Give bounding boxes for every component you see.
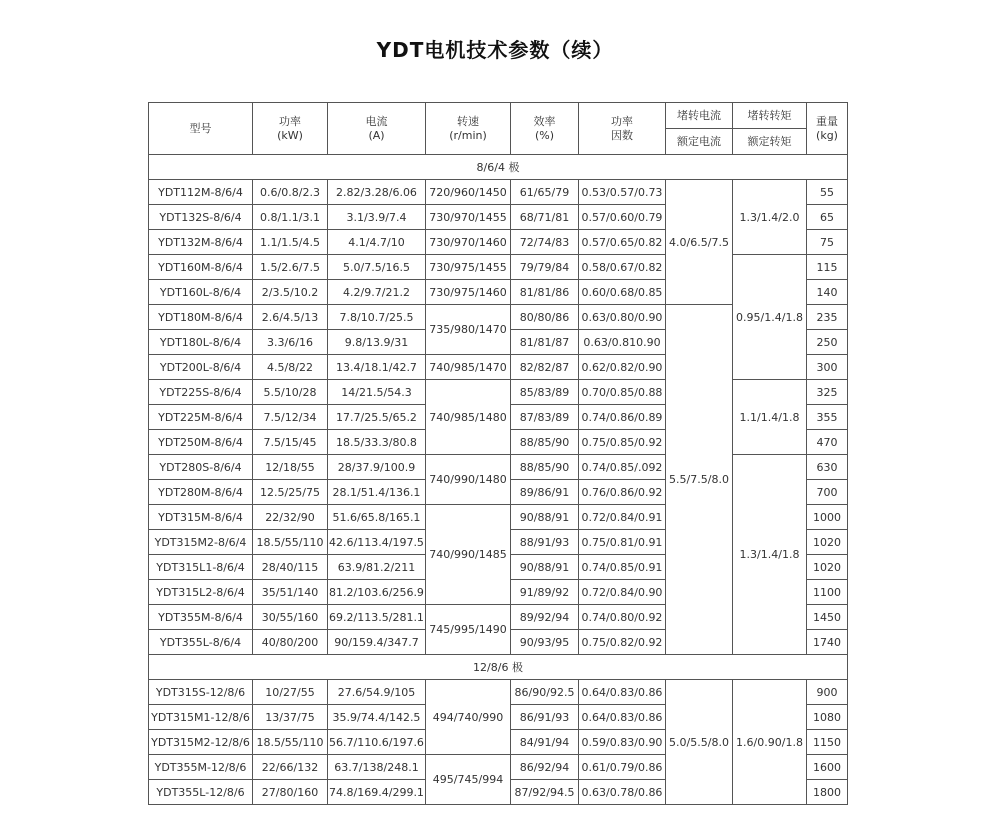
efficiency-cell: 68/71/81 — [511, 205, 579, 230]
header-current: 电流 (A) — [328, 103, 426, 155]
power-cell: 1.1/1.5/4.5 — [253, 230, 328, 255]
power-cell: 10/27/55 — [253, 680, 328, 705]
weight-cell: 250 — [807, 330, 848, 355]
speed-cell: 720/960/1450 — [426, 180, 511, 205]
header-locked-torque: 堵转转矩 — [733, 103, 807, 129]
weight-cell: 700 — [807, 480, 848, 505]
power-factor-cell: 0.72/0.84/0.90 — [579, 580, 666, 605]
speed-cell: 730/970/1460 — [426, 230, 511, 255]
current-cell: 51.6/65.8/165.1 — [328, 505, 426, 530]
speed-cell: 740/990/1480 — [426, 455, 511, 505]
current-cell: 13.4/18.1/42.7 — [328, 355, 426, 380]
power-factor-cell: 0.75/0.81/0.91 — [579, 530, 666, 555]
header-rated-torque: 额定转矩 — [733, 129, 807, 155]
locked-torque-ratio-cell: 1.1/1.4/1.8 — [733, 380, 807, 455]
weight-cell: 1000 — [807, 505, 848, 530]
power-factor-cell: 0.63/0.78/0.86 — [579, 780, 666, 805]
header-power: 功率 (kW) — [253, 103, 328, 155]
power-cell: 22/32/90 — [253, 505, 328, 530]
current-cell: 74.8/169.4/299.1 — [328, 780, 426, 805]
table-row — [149, 455, 848, 480]
power-cell: 13/37/75 — [253, 705, 328, 730]
model-cell: YDT315M1-12/8/6 — [149, 705, 253, 730]
header-efficiency: 效率 (%) — [511, 103, 579, 155]
efficiency-cell: 84/91/94 — [511, 730, 579, 755]
power-factor-cell: 0.60/0.68/0.85 — [579, 280, 666, 305]
section-label: 8/6/4 极 — [149, 155, 848, 180]
efficiency-cell: 79/79/84 — [511, 255, 579, 280]
power-cell: 12.5/25/75 — [253, 480, 328, 505]
power-cell: 2.6/4.5/13 — [253, 305, 328, 330]
speed-cell: 730/970/1455 — [426, 205, 511, 230]
header-locked-current: 堵转电流 — [666, 103, 733, 129]
current-cell: 69.2/113.5/281.1 — [328, 605, 426, 630]
weight-cell: 1740 — [807, 630, 848, 655]
weight-cell: 140 — [807, 280, 848, 305]
header-model: 型号 — [149, 103, 253, 155]
speed-cell: 740/990/1485 — [426, 505, 511, 605]
weight-cell: 1600 — [807, 755, 848, 780]
weight-cell: 1020 — [807, 530, 848, 555]
power-cell: 0.6/0.8/2.3 — [253, 180, 328, 205]
power-factor-cell: 0.74/0.85/0.91 — [579, 555, 666, 580]
speed-cell: 735/980/1470 — [426, 305, 511, 355]
model-cell: YDT225S-8/6/4 — [149, 380, 253, 405]
locked-torque-ratio-cell: 1.3/1.4/2.0 — [733, 180, 807, 255]
current-cell: 18.5/33.3/80.8 — [328, 430, 426, 455]
model-cell: YDT180M-8/6/4 — [149, 305, 253, 330]
power-factor-cell: 0.64/0.83/0.86 — [579, 680, 666, 705]
efficiency-cell: 86/90/92.5 — [511, 680, 579, 705]
current-cell: 56.7/110.6/197.6 — [328, 730, 426, 755]
power-cell: 5.5/10/28 — [253, 380, 328, 405]
efficiency-cell: 89/92/94 — [511, 605, 579, 630]
weight-cell: 1800 — [807, 780, 848, 805]
model-cell: YDT315M2-12/8/6 — [149, 730, 253, 755]
header-power-factor: 功率 因数 — [579, 103, 666, 155]
efficiency-cell: 91/89/92 — [511, 580, 579, 605]
efficiency-cell: 82/82/87 — [511, 355, 579, 380]
power-cell: 18.5/55/110 — [253, 730, 328, 755]
power-factor-cell: 0.57/0.60/0.79 — [579, 205, 666, 230]
current-cell: 4.2/9.7/21.2 — [328, 280, 426, 305]
current-cell: 5.0/7.5/16.5 — [328, 255, 426, 280]
table-row — [149, 180, 848, 205]
power-factor-cell: 0.70/0.85/0.88 — [579, 380, 666, 405]
page-title: YDT电机技术参数（续） — [376, 38, 614, 62]
table-row — [149, 680, 848, 705]
power-factor-cell: 0.57/0.65/0.82 — [579, 230, 666, 255]
current-cell: 7.8/10.7/25.5 — [328, 305, 426, 330]
power-cell: 27/80/160 — [253, 780, 328, 805]
weight-cell: 1100 — [807, 580, 848, 605]
efficiency-cell: 81/81/86 — [511, 280, 579, 305]
efficiency-cell: 88/91/93 — [511, 530, 579, 555]
power-factor-cell: 0.53/0.57/0.73 — [579, 180, 666, 205]
power-factor-cell: 0.75/0.82/0.92 — [579, 630, 666, 655]
weight-cell: 630 — [807, 455, 848, 480]
efficiency-cell: 90/88/91 — [511, 505, 579, 530]
current-cell: 63.7/138/248.1 — [328, 755, 426, 780]
weight-cell: 355 — [807, 405, 848, 430]
current-cell: 9.8/13.9/31 — [328, 330, 426, 355]
current-cell: 90/159.4/347.7 — [328, 630, 426, 655]
model-cell: YDT280M-8/6/4 — [149, 480, 253, 505]
weight-cell: 470 — [807, 430, 848, 455]
weight-cell: 1150 — [807, 730, 848, 755]
section-label: 12/8/6 极 — [149, 655, 848, 680]
weight-cell: 75 — [807, 230, 848, 255]
weight-cell: 1080 — [807, 705, 848, 730]
power-cell: 3.3/6/16 — [253, 330, 328, 355]
model-cell: YDT112M-8/6/4 — [149, 180, 253, 205]
section-row — [149, 655, 848, 680]
power-cell: 28/40/115 — [253, 555, 328, 580]
power-cell: 12/18/55 — [253, 455, 328, 480]
speed-cell: 740/985/1480 — [426, 380, 511, 455]
efficiency-cell: 85/83/89 — [511, 380, 579, 405]
power-cell: 35/51/140 — [253, 580, 328, 605]
efficiency-cell: 86/91/93 — [511, 705, 579, 730]
power-factor-cell: 0.63/0.810.90 — [579, 330, 666, 355]
current-cell: 35.9/74.4/142.5 — [328, 705, 426, 730]
header-rated-current: 额定电流 — [666, 129, 733, 155]
efficiency-cell: 87/83/89 — [511, 405, 579, 430]
speed-cell: 730/975/1455 — [426, 255, 511, 280]
model-cell: YDT280S-8/6/4 — [149, 455, 253, 480]
power-cell: 4.5/8/22 — [253, 355, 328, 380]
motor-parameters-table — [148, 102, 848, 805]
current-cell: 17.7/25.5/65.2 — [328, 405, 426, 430]
power-factor-cell: 0.58/0.67/0.82 — [579, 255, 666, 280]
power-cell: 7.5/12/34 — [253, 405, 328, 430]
power-factor-cell: 0.72/0.84/0.91 — [579, 505, 666, 530]
model-cell: YDT200L-8/6/4 — [149, 355, 253, 380]
locked-torque-ratio-cell: 1.3/1.4/1.8 — [733, 455, 807, 655]
speed-cell: 730/975/1460 — [426, 280, 511, 305]
locked-torque-ratio-cell: 1.6/0.90/1.8 — [733, 680, 807, 805]
efficiency-cell: 72/74/83 — [511, 230, 579, 255]
efficiency-cell: 87/92/94.5 — [511, 780, 579, 805]
model-cell: YDT250M-8/6/4 — [149, 430, 253, 455]
efficiency-cell: 81/81/87 — [511, 330, 579, 355]
locked-current-ratio-cell: 5.5/7.5/8.0 — [666, 305, 733, 655]
current-cell: 28/37.9/100.9 — [328, 455, 426, 480]
model-cell: YDT315L1-8/6/4 — [149, 555, 253, 580]
weight-cell: 325 — [807, 380, 848, 405]
current-cell: 28.1/51.4/136.1 — [328, 480, 426, 505]
table-body — [149, 155, 848, 805]
model-cell: YDT160M-8/6/4 — [149, 255, 253, 280]
weight-cell: 55 — [807, 180, 848, 205]
weight-cell: 235 — [807, 305, 848, 330]
table-row — [149, 380, 848, 405]
power-cell: 7.5/15/45 — [253, 430, 328, 455]
power-cell: 1.5/2.6/7.5 — [253, 255, 328, 280]
header-weight: 重量 (kg) — [807, 103, 848, 155]
current-cell: 14/21.5/54.3 — [328, 380, 426, 405]
weight-cell: 65 — [807, 205, 848, 230]
weight-cell: 115 — [807, 255, 848, 280]
power-cell: 40/80/200 — [253, 630, 328, 655]
model-cell: YDT355L-12/8/6 — [149, 780, 253, 805]
power-factor-cell: 0.74/0.80/0.92 — [579, 605, 666, 630]
model-cell: YDT315S-12/8/6 — [149, 680, 253, 705]
section-row — [149, 155, 848, 180]
weight-cell: 300 — [807, 355, 848, 380]
current-cell: 3.1/3.9/7.4 — [328, 205, 426, 230]
power-cell: 18.5/55/110 — [253, 530, 328, 555]
header-speed: 转速 (r/min) — [426, 103, 511, 155]
power-cell: 2/3.5/10.2 — [253, 280, 328, 305]
locked-current-ratio-cell: 5.0/5.5/8.0 — [666, 680, 733, 805]
current-cell: 27.6/54.9/105 — [328, 680, 426, 705]
weight-cell: 1450 — [807, 605, 848, 630]
power-factor-cell: 0.76/0.86/0.92 — [579, 480, 666, 505]
model-cell: YDT355M-8/6/4 — [149, 605, 253, 630]
efficiency-cell: 80/80/86 — [511, 305, 579, 330]
efficiency-cell: 61/65/79 — [511, 180, 579, 205]
model-cell: YDT180L-8/6/4 — [149, 330, 253, 355]
power-cell: 0.8/1.1/3.1 — [253, 205, 328, 230]
power-factor-cell: 0.61/0.79/0.86 — [579, 755, 666, 780]
efficiency-cell: 89/86/91 — [511, 480, 579, 505]
model-cell: YDT355L-8/6/4 — [149, 630, 253, 655]
model-cell: YDT225M-8/6/4 — [149, 405, 253, 430]
weight-cell: 900 — [807, 680, 848, 705]
power-factor-cell: 0.64/0.83/0.86 — [579, 705, 666, 730]
power-factor-cell: 0.74/0.86/0.89 — [579, 405, 666, 430]
power-cell: 30/55/160 — [253, 605, 328, 630]
power-factor-cell: 0.62/0.82/0.90 — [579, 355, 666, 380]
model-cell: YDT132M-8/6/4 — [149, 230, 253, 255]
weight-cell: 1020 — [807, 555, 848, 580]
model-cell: YDT315M-8/6/4 — [149, 505, 253, 530]
model-cell: YDT355M-12/8/6 — [149, 755, 253, 780]
locked-current-ratio-cell: 4.0/6.5/7.5 — [666, 180, 733, 305]
model-cell: YDT132S-8/6/4 — [149, 205, 253, 230]
current-cell: 81.2/103.6/256.9 — [328, 580, 426, 605]
efficiency-cell: 86/92/94 — [511, 755, 579, 780]
efficiency-cell: 88/85/90 — [511, 455, 579, 480]
power-factor-cell: 0.59/0.83/0.90 — [579, 730, 666, 755]
power-factor-cell: 0.74/0.85/.092 — [579, 455, 666, 480]
speed-cell: 495/745/994 — [426, 755, 511, 805]
power-cell: 22/66/132 — [253, 755, 328, 780]
speed-cell: 740/985/1470 — [426, 355, 511, 380]
model-cell: YDT315M2-8/6/4 — [149, 530, 253, 555]
current-cell: 2.82/3.28/6.06 — [328, 180, 426, 205]
efficiency-cell: 90/88/91 — [511, 555, 579, 580]
power-factor-cell: 0.75/0.85/0.92 — [579, 430, 666, 455]
efficiency-cell: 88/85/90 — [511, 430, 579, 455]
current-cell: 42.6/113.4/197.5 — [328, 530, 426, 555]
model-cell: YDT160L-8/6/4 — [149, 280, 253, 305]
power-factor-cell: 0.63/0.80/0.90 — [579, 305, 666, 330]
speed-cell: 494/740/990 — [426, 680, 511, 755]
speed-cell: 745/995/1490 — [426, 605, 511, 655]
current-cell: 63.9/81.2/211 — [328, 555, 426, 580]
locked-torque-ratio-cell: 0.95/1.4/1.8 — [733, 255, 807, 380]
table-row — [149, 255, 848, 280]
efficiency-cell: 90/93/95 — [511, 630, 579, 655]
current-cell: 4.1/4.7/10 — [328, 230, 426, 255]
model-cell: YDT315L2-8/6/4 — [149, 580, 253, 605]
